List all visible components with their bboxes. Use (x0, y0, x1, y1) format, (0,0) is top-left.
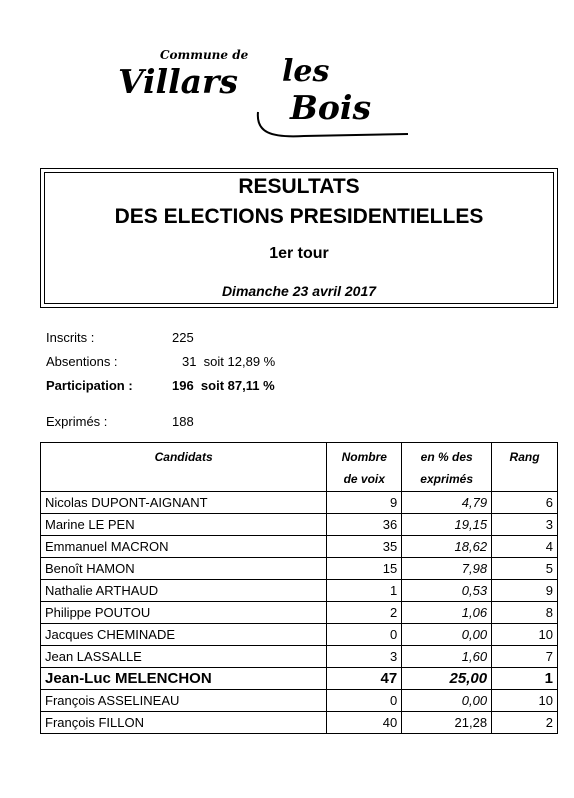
logo-bois-text: Bois (290, 88, 372, 127)
title-box (40, 168, 558, 308)
candidate-name: Benoît HAMON (41, 558, 327, 580)
election-date: Dimanche 23 avril 2017 (221, 283, 377, 299)
vote-count: 0 (327, 624, 402, 646)
candidate-rank: 10 (492, 624, 558, 646)
table-header-row (41, 443, 558, 492)
header-pct-exprimes: en % des exprimés (402, 443, 492, 492)
table-row (41, 602, 558, 624)
table-row (41, 690, 558, 712)
vote-percent: 21,28 (402, 712, 492, 734)
candidate-rank: 2 (492, 712, 558, 734)
inscrits-value: 225 (172, 330, 194, 345)
vote-percent: 19,15 (402, 514, 492, 536)
participation-label: Participation : (46, 378, 133, 393)
candidate-name: Jean LASSALLE (41, 646, 327, 668)
header-rang: Rang (492, 443, 558, 492)
exprimes-value: 188 (172, 414, 194, 429)
logo-villars-text: Villars (118, 62, 238, 101)
logo-commune-text: Commune de (160, 48, 249, 62)
vote-count: 0 (327, 690, 402, 712)
candidate-rank: 5 (492, 558, 558, 580)
vote-percent: 1,06 (402, 602, 492, 624)
results-table (40, 442, 558, 734)
vote-count: 1 (327, 580, 402, 602)
round-label: 1er tour (269, 245, 329, 262)
participation-value: 196 soit 87,11 % (172, 378, 275, 393)
candidate-name: Nicolas DUPONT-AIGNANT (41, 492, 327, 514)
title-line-2: DES ELECTIONS PRESIDENTIELLES (114, 205, 484, 228)
candidate-rank: 1 (492, 668, 558, 690)
candidate-name: Jacques CHEMINADE (41, 624, 327, 646)
candidate-name: Philippe POUTOU (41, 602, 327, 624)
vote-percent: 0,00 (402, 624, 492, 646)
commune-logo (108, 42, 408, 152)
candidate-name: Marine LE PEN (41, 514, 327, 536)
table-row (41, 668, 558, 690)
table-row (41, 646, 558, 668)
candidate-rank: 8 (492, 602, 558, 624)
vote-percent: 0,00 (402, 690, 492, 712)
vote-percent: 25,00 (402, 668, 492, 690)
table-row (41, 514, 558, 536)
exprimes-label: Exprimés : (46, 414, 108, 429)
table-row (41, 712, 558, 734)
candidate-rank: 4 (492, 536, 558, 558)
candidate-rank: 9 (492, 580, 558, 602)
table-row (41, 492, 558, 514)
abstentions-label: Absentions : (46, 354, 118, 369)
vote-count: 40 (327, 712, 402, 734)
table-row (41, 580, 558, 602)
inscrits-label: Inscrits : (46, 330, 95, 345)
vote-count: 9 (327, 492, 402, 514)
header-candidats: Candidats (41, 443, 327, 492)
vote-count: 15 (327, 558, 402, 580)
candidate-rank: 3 (492, 514, 558, 536)
candidate-rank: 6 (492, 492, 558, 514)
candidate-name: Nathalie ARTHAUD (41, 580, 327, 602)
vote-count: 36 (327, 514, 402, 536)
table-row (41, 558, 558, 580)
candidate-name: François ASSELINEAU (41, 690, 327, 712)
candidate-rank: 7 (492, 646, 558, 668)
vote-count: 3 (327, 646, 402, 668)
vote-count: 47 (327, 668, 402, 690)
candidate-rank: 10 (492, 690, 558, 712)
table-row (41, 536, 558, 558)
vote-percent: 18,62 (402, 536, 492, 558)
logo-les-text: les (282, 54, 330, 89)
vote-count: 2 (327, 602, 402, 624)
table-row (41, 624, 558, 646)
abstentions-value: 31 soit 12,89 % (182, 354, 276, 369)
vote-count: 35 (327, 536, 402, 558)
title-line-1: RESULTATS (238, 175, 360, 198)
header-nombre-voix: Nombre de voix (327, 443, 402, 492)
vote-percent: 1,60 (402, 646, 492, 668)
candidate-name: Emmanuel MACRON (41, 536, 327, 558)
candidate-name: Jean-Luc MELENCHON (41, 668, 327, 690)
vote-percent: 4,79 (402, 492, 492, 514)
vote-percent: 0,53 (402, 580, 492, 602)
vote-percent: 7,98 (402, 558, 492, 580)
candidate-name: François FILLON (41, 712, 327, 734)
results-body (41, 492, 558, 734)
